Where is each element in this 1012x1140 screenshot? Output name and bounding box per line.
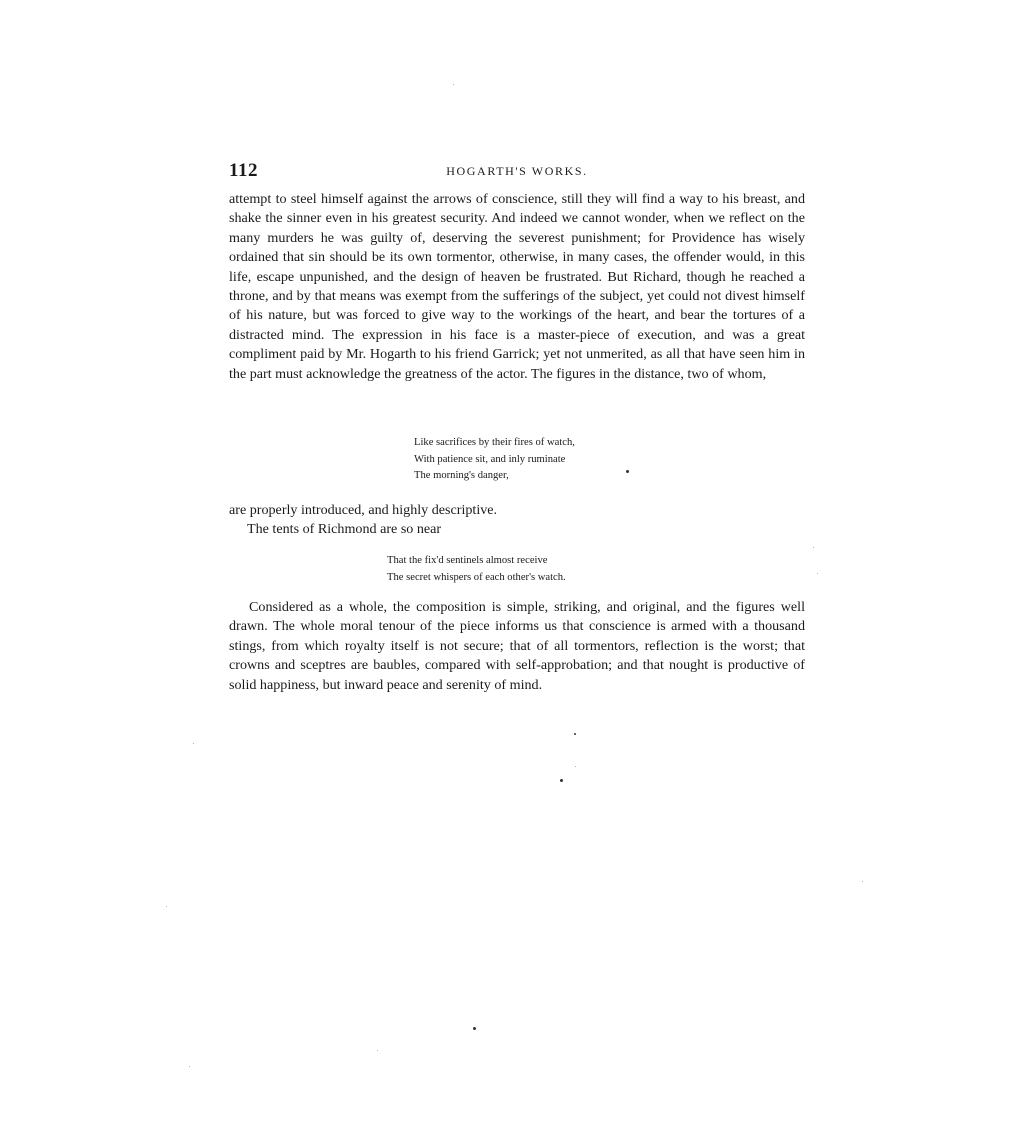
verse-quote-one xyxy=(414,435,575,485)
verse-line: The secret whispers of each other's watch. xyxy=(387,571,566,583)
page-number: 112 xyxy=(229,160,258,181)
scan-speck xyxy=(453,84,454,85)
verse-line: With patience sit, and inly ruminate xyxy=(414,453,566,465)
verse-line: That the fix'd sentinels almost receive xyxy=(387,555,548,566)
scan-speck xyxy=(862,881,863,882)
scan-speck xyxy=(575,766,576,767)
body-paragraph-final: Considered as a whole, the composition is simple, striking, and original, and the figures well drawn. The whole moral tenour of the piece informs us that conscience is armed with a thousand stings, from which royalty itself is not secure; that of all tormentors, reflection is the worst; that crowns and sceptres are baubles, compared with self-approbation; and that nought is productive of solid happiness, but inward peace and serenity of mind. xyxy=(229,599,805,693)
tents-line: The tents of Richmond are so near xyxy=(247,521,442,538)
scan-speck xyxy=(193,743,194,744)
scan-speck xyxy=(560,779,563,782)
body-continuation xyxy=(229,501,805,540)
scan-speck xyxy=(189,1066,190,1067)
verse-line: Like sacrifices by their fires of watch, xyxy=(414,437,575,448)
verse-line: The morning's danger, xyxy=(414,470,509,481)
scan-speck xyxy=(626,470,629,473)
running-head xyxy=(229,160,805,184)
scan-speck xyxy=(817,573,818,574)
scan-speck xyxy=(473,1027,476,1030)
running-title: HOGARTH'S WORKS. xyxy=(446,164,588,178)
scan-speck xyxy=(377,1050,378,1051)
body-paragraph-main: attempt to steel himself against the arrows of conscience, still they will find a way to his breast, and shake the sinner even in his greatest security. And indeed we cannot wonder, when we reflect on the many murders he was guilty of, deserving the severest punishment; for Providence has wisely ordained that sin should be its own tormentor, otherwise, in many cases, the offender would, in this life, escape unpunished, and the design of heaven be frustrated. But Richard, though he reached a throne, and by that means was exempt from the sufferings of the subject, yet could not divest himself of his nature, but was forced to give way to the workings of the heart, and bear the tortures of a distracted mind. The expression in his face is a master-piece of execution, and was a great compliment paid by Mr. Hogarth to his friend Garrick; yet not unmerited, as all that have seen him in the part must acknowledge the greatness of the actor. The figures in the distance, two of whom, xyxy=(229,191,805,382)
scan-speck xyxy=(813,547,814,548)
continuation-line: are properly introduced, and highly descriptive. xyxy=(229,502,498,518)
scan-speck xyxy=(574,733,576,735)
scan-speck xyxy=(166,906,167,907)
verse-quote-two xyxy=(387,553,566,586)
